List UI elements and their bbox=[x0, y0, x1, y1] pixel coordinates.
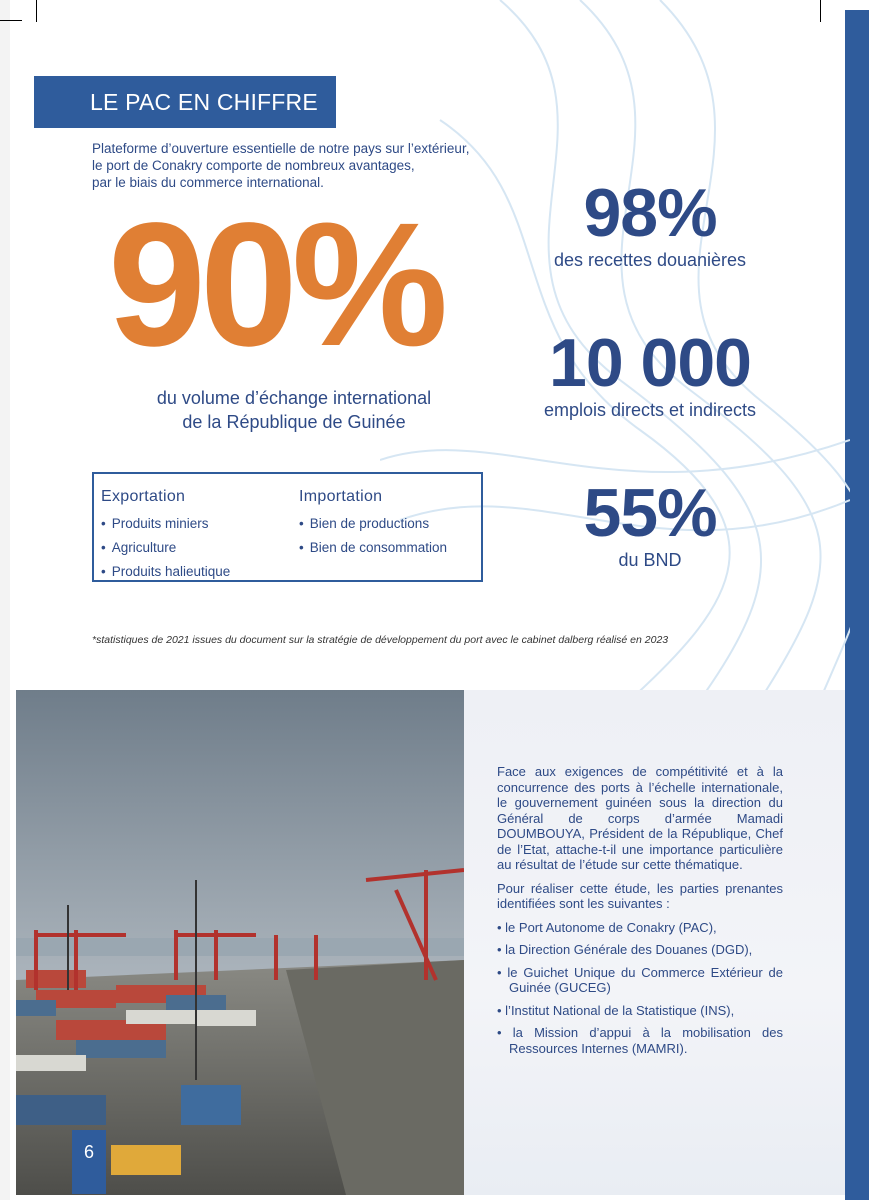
stakeholder-list bbox=[497, 920, 783, 1057]
intro-text bbox=[92, 140, 512, 191]
export-title: Exportation bbox=[101, 488, 186, 505]
list-item: • la Mission d’appui à la mobilisation des Ressources Internes (MAMRI). bbox=[497, 1025, 783, 1056]
paragraph: Pour réaliser cette étude, les parties prenantes identifiées sont les suivantes : bbox=[497, 880, 783, 911]
stat-value: 10 000 bbox=[549, 325, 751, 401]
intro-line: par le biais du commerce international. bbox=[92, 175, 324, 190]
main-stat-caption-line: du volume d’échange international bbox=[156, 388, 432, 408]
list-item: • la Direction Générale des Douanes (DGD), bbox=[497, 942, 783, 958]
section-title: LE PAC EN CHIFFRE bbox=[34, 76, 336, 128]
port-photo bbox=[16, 690, 464, 1195]
intro-line: le port de Conakry comporte de nombreux avantages, bbox=[92, 158, 415, 173]
crop-mark bbox=[0, 20, 22, 21]
paragraph: Face aux exigences de compétitivité et à la concurrence des ports à l’échelle internationale, le gouvernement guinéen sous la direction du Général de corps d’armée Mamadi DOUMBOUYA, Président de la République, Chef de l’Etat, attache-t-il une importance particulière au résultat de l’étude sur cette thématique. bbox=[497, 764, 783, 872]
stat-customs bbox=[530, 175, 770, 272]
import-title: Importation bbox=[299, 488, 383, 505]
list-item: • le Port Autonome de Conakry (PAC), bbox=[497, 920, 783, 936]
stat-label: du BND bbox=[618, 550, 682, 570]
main-stat-value: 90% bbox=[108, 187, 443, 383]
body-text bbox=[497, 764, 783, 1063]
list-item: • l’Institut National de la Statistique (INS), bbox=[497, 1003, 783, 1019]
list-item: • Bien de consommation bbox=[299, 536, 447, 560]
page-edge bbox=[0, 0, 10, 1200]
page-number: 6 bbox=[72, 1130, 106, 1194]
stat-value: 55% bbox=[583, 475, 717, 551]
stat-gnp bbox=[530, 475, 770, 572]
intro-line: Plateforme d’ouverture essentielle de notre pays sur l’extérieur, bbox=[92, 141, 470, 156]
main-stat-caption-line: de la République de Guinée bbox=[182, 412, 406, 432]
footnote: *statistiques de 2021 issues du document sur la stratégie de développement du port avec le cabinet dalberg réalisé en 2023 bbox=[92, 634, 669, 646]
trade-box bbox=[92, 472, 483, 582]
list-item: • Produits miniers bbox=[101, 512, 230, 536]
stat-label: des recettes douanières bbox=[553, 250, 747, 270]
list-item: • Produits halieutique bbox=[101, 560, 230, 584]
export-column bbox=[101, 488, 230, 584]
import-column bbox=[299, 488, 447, 560]
list-item: • Bien de productions bbox=[299, 512, 447, 536]
list-item: • le Guichet Unique du Commerce Extérieur de Guinée (GUCEG) bbox=[497, 965, 783, 996]
main-stat-caption bbox=[108, 386, 480, 434]
stat-label: emplois directs et indirects bbox=[543, 400, 757, 420]
stat-jobs bbox=[520, 325, 780, 422]
list-item: • Agriculture bbox=[101, 536, 230, 560]
stat-value: 98% bbox=[583, 175, 717, 251]
crop-mark bbox=[36, 0, 37, 22]
